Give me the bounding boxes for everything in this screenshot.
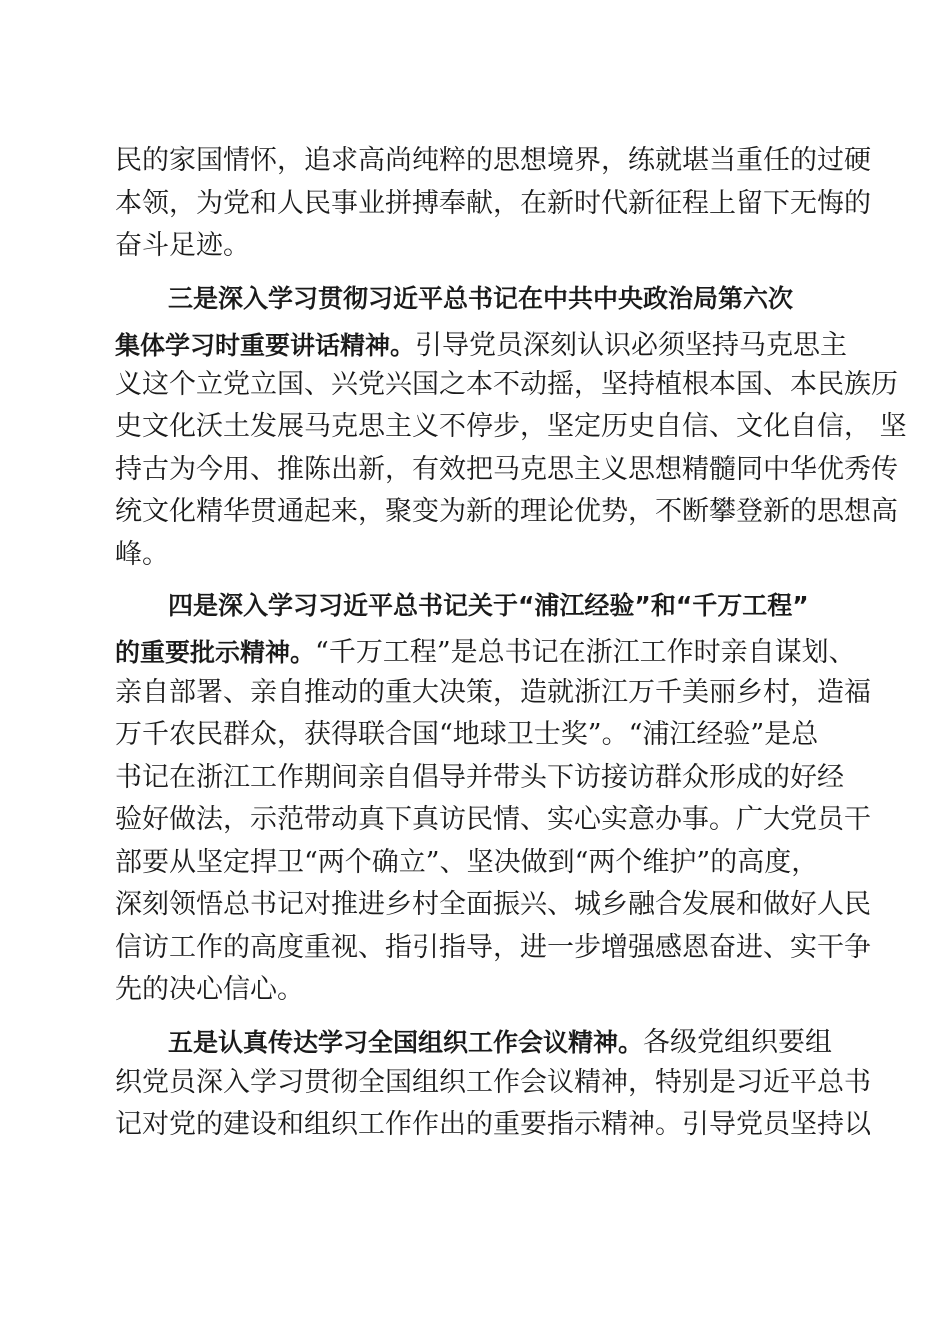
body-text-line: 义这个立党立国、兴党兴国之本不动摇，坚持植根本国、本民族历 (115, 369, 898, 400)
body-text-line: 验好做法，示范带动真下真访民情、实心实意办事。广大党员干 (115, 804, 871, 835)
body-text-line (168, 1026, 832, 1060)
body-text: 各级党组织要组 (643, 1027, 833, 1058)
body-text-line: 深刻领悟总书记对推进乡村全面振兴、城乡融合发展和做好人民 (115, 889, 871, 920)
body-text-line: 本领，为党和人民事业拼搏奉献，在新时代新征程上留下无悔的 (115, 188, 871, 219)
body-text-line (115, 329, 847, 363)
section-heading-end: 的重要批示精神。 (115, 638, 316, 667)
body-text-line: 织党员深入学习贯彻全国组织工作会议精神，特别是习近平总书 (115, 1067, 871, 1098)
body-text-line: 峰。 (115, 539, 169, 570)
body-text-line: 部要从坚定捍卫“两个确立”、坚决做到“两个维护”的高度， (115, 847, 819, 878)
body-text-line: 持古为今用、推陈出新，有效把马克思主义思想精髓同中华优秀传 (115, 454, 898, 485)
body-text-line: 统文化精华贯通起来，聚变为新的理论优势，不断攀登新的思想高 (115, 496, 898, 527)
body-text-line: 万千农民群众，获得联合国“地球卫士奖”。“浦江经验”是总 (115, 719, 819, 750)
body-text-line (115, 636, 856, 670)
body-text-line: 史文化沃土发展马克思主义不停步，坚定历史自信、文化自信， 坚 (115, 411, 907, 442)
section-heading: 五是认真传达学习全国组织工作会议精神。 (168, 1028, 644, 1057)
body-text: 引导党员深刻认识必须坚持马克思主 (415, 330, 848, 361)
body-text: “千万工程”是总书记在浙江工作时亲自谋划、 (315, 637, 856, 668)
body-text-line: 奋斗足迹。 (115, 230, 250, 261)
body-text-line: 亲自部署、亲自推动的重大决策，造就浙江万千美丽乡村，造福 (115, 677, 871, 708)
body-text-line: 先的决心信心。 (115, 974, 304, 1005)
body-text-line: 信访工作的高度重视、指引指导，进一步增强感恩奋进、实干争 (115, 932, 871, 963)
section-heading: 四是深入学习习近平总书记关于“浦江经验”和“千万工程” (168, 591, 809, 620)
body-text-line: 记对党的建设和组织工作作出的重要指示精神。引导党员坚持以 (115, 1109, 871, 1140)
body-text-line: 民的家国情怀，追求高尚纯粹的思想境界，练就堪当重任的过硬 (115, 145, 871, 176)
body-text-line: 书记在浙江工作期间亲自倡导并带头下访接访群众形成的好经 (115, 762, 844, 793)
section-heading-end: 集体学习时重要讲话精神。 (115, 331, 416, 360)
section-heading: 三是深入学习贯彻习近平总书记在中共中央政治局第六次 (168, 284, 794, 313)
